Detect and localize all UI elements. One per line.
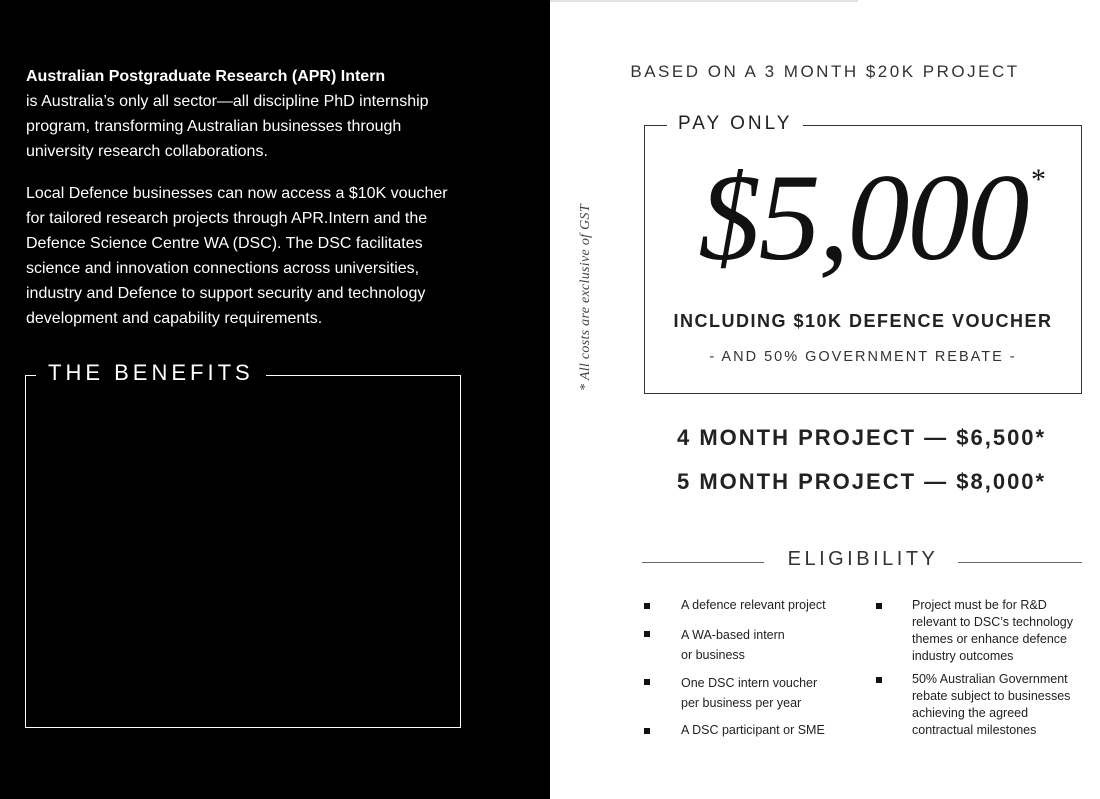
- eligibility-item: [681, 625, 785, 665]
- eligibility-item-line: One DSC intern voucher: [681, 676, 818, 690]
- gst-note: * All costs are exclusive of GST: [578, 204, 593, 391]
- eligibility-title: ELIGIBILITY: [787, 548, 939, 570]
- bullet-icon: [644, 603, 650, 609]
- headline-price: $5,000: [698, 149, 1028, 286]
- benefit-title: FILL A SKILLS GAP: [49, 600, 215, 617]
- eligibility-item-line: A DSC participant or SME: [681, 723, 825, 737]
- eligibility-item-line: Project must be for R&D: [912, 598, 1047, 612]
- intro-text: [26, 64, 496, 331]
- benefit-item: [49, 471, 459, 531]
- project-5-month-price: 5 MONTH PROJECT — $8,000*: [677, 469, 1047, 494]
- benefit-item: [49, 663, 459, 703]
- intro-lead: Australian Postgraduate Research (APR) Intern: [26, 68, 386, 85]
- benefit-title: COMBINE VOUCHER WITH GOVERNMENT REBATE: [49, 472, 405, 509]
- bullet-icon: [644, 728, 650, 734]
- benefit-desc: Fast track innovation with PhD and mentor expertise: [49, 621, 386, 637]
- intro-p2-line: development and capability requirements.: [26, 310, 323, 327]
- pay-only-label: PAY ONLY: [667, 113, 803, 135]
- eligibility-item-line: achieving the agreed: [912, 706, 1029, 720]
- eligibility-item: [912, 671, 1070, 739]
- intro-p2-line: Local Defence businesses can now access a $10K voucher: [26, 185, 448, 202]
- eligibility-item-line: rebate subject to businesses: [912, 689, 1071, 703]
- intro-paragraph-2: [26, 181, 496, 331]
- intro-p2-line: for tailored research projects through APR.Intern and the: [26, 210, 428, 227]
- price-asterisk: *: [1031, 163, 1046, 196]
- benefit-title: MINIMAL HR ADMINISTRATION: [49, 664, 312, 681]
- intro-p2-line: science and innovation connections across universities,: [26, 260, 420, 277]
- eligibility-item: [681, 673, 817, 713]
- benefit-item: [49, 407, 459, 447]
- eligibility-item: [912, 597, 1073, 665]
- benefit-desc: All project-related IP remains with the business: [49, 557, 351, 573]
- intro-p2-line: Defence Science Centre WA (DSC). The DSC facilitates: [26, 235, 423, 252]
- intro-p2-line: industry and Defence to support security and technology: [26, 285, 426, 302]
- eligibility-item-line: or business: [681, 648, 745, 662]
- eligibility-item-line: themes or enhance defence: [912, 632, 1067, 646]
- top-divider: [550, 0, 858, 2]
- benefit-title: RAPID RESULTS IN 3-5 MONTHS: [49, 408, 326, 425]
- intro-line-2: program, transforming Australian businesses through: [26, 118, 402, 135]
- eligibility-item-line: per business per year: [681, 696, 802, 710]
- bullet-icon: [876, 603, 882, 609]
- eligibility-item-line: contractual milestones: [912, 723, 1037, 737]
- benefit-desc: No HR costs, all facilitation by APR.Intern: [49, 685, 315, 701]
- bullet-icon: [644, 631, 650, 637]
- eligibility-item-line: A WA-based intern: [681, 628, 785, 642]
- eligibility-item-line: A defence relevant project: [681, 598, 826, 612]
- rebate-text: - AND 50% GOVERNMENT REBATE -: [709, 349, 1017, 365]
- eligibility-item-line: industry outcomes: [912, 649, 1014, 663]
- benefit-desc: Quick outcomes through high impact research projects: [49, 429, 400, 445]
- intro-line-1: is Australia’s only all sector—all discipline PhD internship: [26, 93, 429, 110]
- eligibility-item-line: relevant to DSC’s technology: [912, 615, 1073, 629]
- benefit-item: [49, 535, 459, 575]
- benefits-title: THE BENEFITS: [36, 359, 266, 387]
- project-4-month-price: 4 MONTH PROJECT — $6,500*: [677, 425, 1047, 450]
- intro-line-3: university research collaborations.: [26, 143, 268, 160]
- including-voucher-text: INCLUDING $10K DEFENCE VOUCHER: [673, 311, 1053, 331]
- benefit-desc: Maximise funding opportunities: [49, 513, 249, 529]
- benefit-item: [49, 599, 459, 639]
- eligibility-item-line: 50% Australian Government: [912, 672, 1068, 686]
- bullet-icon: [876, 677, 882, 683]
- eligibility-item: [681, 597, 826, 614]
- based-on-text: BASED ON A 3 MONTH $20K PROJECT: [630, 62, 1020, 81]
- benefit-title: RETAIN INTELLECTUAL PROPERTY: [49, 536, 353, 553]
- bullet-icon: [644, 679, 650, 685]
- eligibility-item: [681, 722, 825, 739]
